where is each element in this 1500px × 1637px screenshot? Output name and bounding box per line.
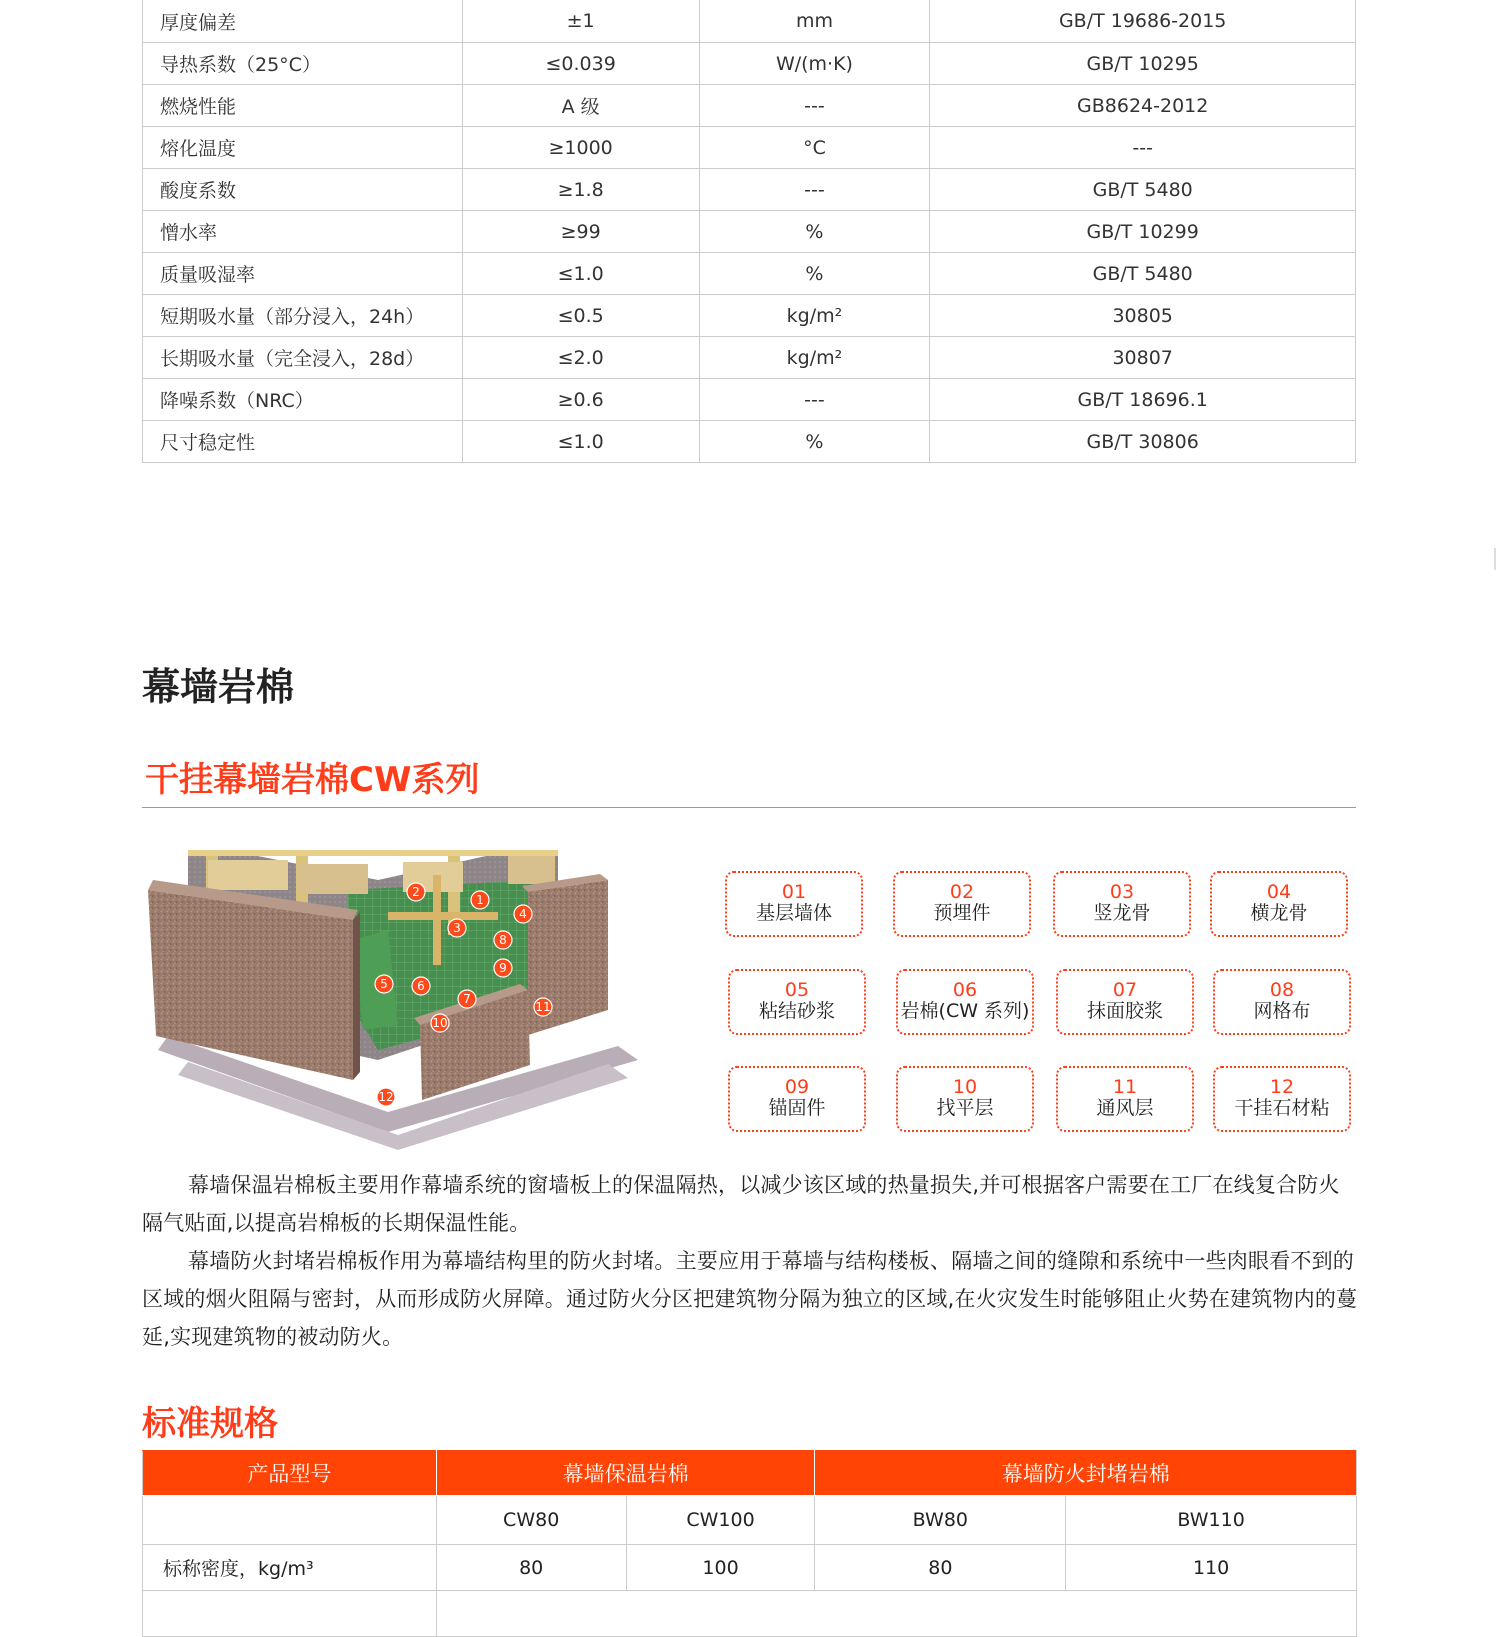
property-standard: 30805: [930, 295, 1356, 337]
property-value: ≥1.8: [462, 169, 699, 211]
value-cell: 80: [815, 1545, 1066, 1591]
property-row: [143, 85, 1356, 127]
legend-number: 02: [949, 881, 975, 903]
legend-number: 01: [781, 881, 807, 903]
property-value: ≤0.5: [462, 295, 699, 337]
property-name: 降噪系数（NRC）: [143, 379, 463, 421]
spec-table: [142, 1450, 1357, 1637]
property-row: [143, 127, 1356, 169]
properties-table: [142, 0, 1356, 463]
legend-item: [1210, 871, 1348, 937]
diagram-marker-label: 2: [412, 885, 420, 899]
property-unit: mm: [699, 0, 930, 43]
value-cell: 100: [626, 1545, 815, 1591]
legend-label: 竖龙骨: [1093, 902, 1151, 924]
property-name: 憎水率: [143, 211, 463, 253]
curtain-wall-diagram: [148, 850, 658, 1160]
section-title: 幕墙岩棉: [142, 665, 295, 709]
diagram-marker-label: 8: [499, 933, 507, 947]
property-unit: kg/m²: [699, 295, 930, 337]
property-name: 熔化温度: [143, 127, 463, 169]
description-paragraph-1: 幕墙保温岩棉板主要用作幕墙系统的窗墙板上的保温隔热，以减少该区域的热量损失,并可根据客户需要在工厂在线复合防火隔气贴面,以提高岩棉板的长期保温性能。: [142, 1173, 1340, 1235]
spec-header-row: [143, 1451, 1357, 1496]
legend-number: 08: [1269, 979, 1295, 1001]
row-label: 标称密度，kg/m³: [143, 1545, 437, 1591]
property-value: ≤0.039: [462, 43, 699, 85]
property-name: 厚度偏差: [143, 0, 463, 43]
legend-label: 干挂石材粘: [1234, 1097, 1330, 1119]
property-name: 燃烧性能: [143, 85, 463, 127]
property-row: [143, 379, 1356, 421]
property-unit: ---: [699, 379, 930, 421]
property-value: ≤1.0: [462, 253, 699, 295]
legend-item: [1213, 1066, 1351, 1132]
property-value: ±1: [462, 0, 699, 43]
legend-item: [896, 969, 1034, 1035]
model-cell: BW80: [815, 1496, 1066, 1545]
spec-model-row: [143, 1496, 1357, 1545]
property-row: [143, 43, 1356, 85]
property-unit: %: [699, 253, 930, 295]
property-value: ≤1.0: [462, 421, 699, 463]
diagram-marker-label: 1: [476, 893, 484, 907]
series-subtitle: 干挂幕墙岩棉CW系列: [145, 760, 480, 800]
property-row: [143, 211, 1356, 253]
legend-label: 锚固件: [768, 1097, 826, 1119]
legend-number: 10: [952, 1076, 978, 1098]
description-paragraph-2: 幕墙防火封堵岩棉板作用为幕墙结构里的防火封堵。主要应用于幕墙与结构楼板、隔墙之间的缝隙和系统中一些肉眼看不到的区域的烟火阻隔与密封，从而形成防火屏障。通过防火分区把建筑物分隔为独立的区域,在火灾发生时能够阻止火势在建筑物内的蔓延,实现建筑物的被动防火。: [142, 1249, 1358, 1349]
spec-data-row: [143, 1545, 1357, 1591]
property-value: A 级: [462, 85, 699, 127]
property-unit: %: [699, 211, 930, 253]
legend-label: 通风层: [1096, 1097, 1154, 1119]
property-standard: GB/T 18696.1: [930, 379, 1356, 421]
property-standard: 30807: [930, 337, 1356, 379]
legend-item: [893, 871, 1031, 937]
property-unit: °C: [699, 127, 930, 169]
property-value: ≥0.6: [462, 379, 699, 421]
divider: [142, 807, 1356, 808]
legend-number: 09: [784, 1076, 810, 1098]
legend-item: [1053, 871, 1191, 937]
legend-item: [1056, 969, 1194, 1035]
property-name: 长期吸水量（完全浸入，28d）: [143, 337, 463, 379]
model-cell: CW80: [436, 1496, 626, 1545]
legend-label: 岩棉(CW 系列): [900, 1000, 1030, 1022]
legend-label: 找平层: [936, 1097, 994, 1119]
property-name: 尺寸稳定性: [143, 421, 463, 463]
property-row: [143, 0, 1356, 43]
model-cell: BW110: [1066, 1496, 1357, 1545]
legend-label: 基层墙体: [755, 902, 832, 924]
property-name: 酸度系数: [143, 169, 463, 211]
empty-cell: [143, 1591, 437, 1637]
property-row: [143, 169, 1356, 211]
property-standard: GB/T 5480: [930, 169, 1356, 211]
property-row: [143, 421, 1356, 463]
spec-data-row: [143, 1591, 1357, 1637]
legend-number: 07: [1112, 979, 1138, 1001]
property-row: [143, 253, 1356, 295]
property-standard: GB/T 30806: [930, 421, 1356, 463]
legend-item: [725, 871, 863, 937]
property-standard: GB8624-2012: [930, 85, 1356, 127]
diagram-marker-label: 5: [380, 977, 388, 991]
legend-label: 预埋件: [933, 902, 991, 924]
property-row: [143, 295, 1356, 337]
legend-item: [728, 1066, 866, 1132]
spec-title: 标准规格: [142, 1404, 278, 1444]
diagram-marker-label: 10: [432, 1016, 448, 1030]
property-value: ≥99: [462, 211, 699, 253]
property-unit: %: [699, 421, 930, 463]
diagram-marker-label: 9: [499, 961, 507, 975]
property-unit: ---: [699, 85, 930, 127]
property-standard: ---: [930, 127, 1356, 169]
property-name: 质量吸湿率: [143, 253, 463, 295]
legend-label: 横龙骨: [1250, 902, 1308, 924]
diagram-marker-label: 4: [519, 907, 527, 921]
diagram-marker-label: 7: [463, 992, 471, 1006]
property-unit: kg/m²: [699, 337, 930, 379]
header-thermal-group: 幕墙保温岩棉: [436, 1451, 815, 1496]
header-fire-group: 幕墙防火封堵岩棉: [815, 1451, 1357, 1496]
property-standard: GB/T 19686-2015: [930, 0, 1356, 43]
diagram-marker-label: 11: [535, 1000, 551, 1014]
legend-number: 06: [952, 979, 978, 1001]
diagram-marker-label: 6: [417, 979, 425, 993]
property-value: ≤2.0: [462, 337, 699, 379]
value-cell: 80: [436, 1545, 626, 1591]
property-unit: W/(m·K): [699, 43, 930, 85]
property-standard: GB/T 10295: [930, 43, 1356, 85]
legend-label: 粘结砂浆: [758, 1000, 835, 1022]
property-row: [143, 337, 1356, 379]
property-name: 导热系数（25°C）: [143, 43, 463, 85]
legend-number: 04: [1266, 881, 1292, 903]
property-name: 短期吸水量（部分浸入，24h）: [143, 295, 463, 337]
property-unit: ---: [699, 169, 930, 211]
diagram-marker-label: 12: [378, 1090, 394, 1104]
legend-number: 11: [1112, 1076, 1138, 1098]
empty-cell: [436, 1591, 1356, 1637]
diagram-marker-label: 3: [453, 921, 461, 935]
legend-number: 05: [784, 979, 810, 1001]
legend-item: [896, 1066, 1034, 1132]
scrollbar[interactable]: [1494, 548, 1496, 570]
legend-item: [728, 969, 866, 1035]
property-standard: GB/T 5480: [930, 253, 1356, 295]
legend-item: [1056, 1066, 1194, 1132]
value-cell: 110: [1066, 1545, 1357, 1591]
legend-label: 网格布: [1253, 1000, 1311, 1022]
property-value: ≥1000: [462, 127, 699, 169]
legend-label: 抹面胶浆: [1086, 1000, 1163, 1022]
header-model: 产品型号: [143, 1451, 437, 1496]
model-cell: CW100: [626, 1496, 815, 1545]
empty-cell: [143, 1496, 437, 1545]
legend-number: 12: [1269, 1076, 1295, 1098]
legend-item: [1213, 969, 1351, 1035]
property-standard: GB/T 10299: [930, 211, 1356, 253]
legend-number: 03: [1109, 881, 1135, 903]
